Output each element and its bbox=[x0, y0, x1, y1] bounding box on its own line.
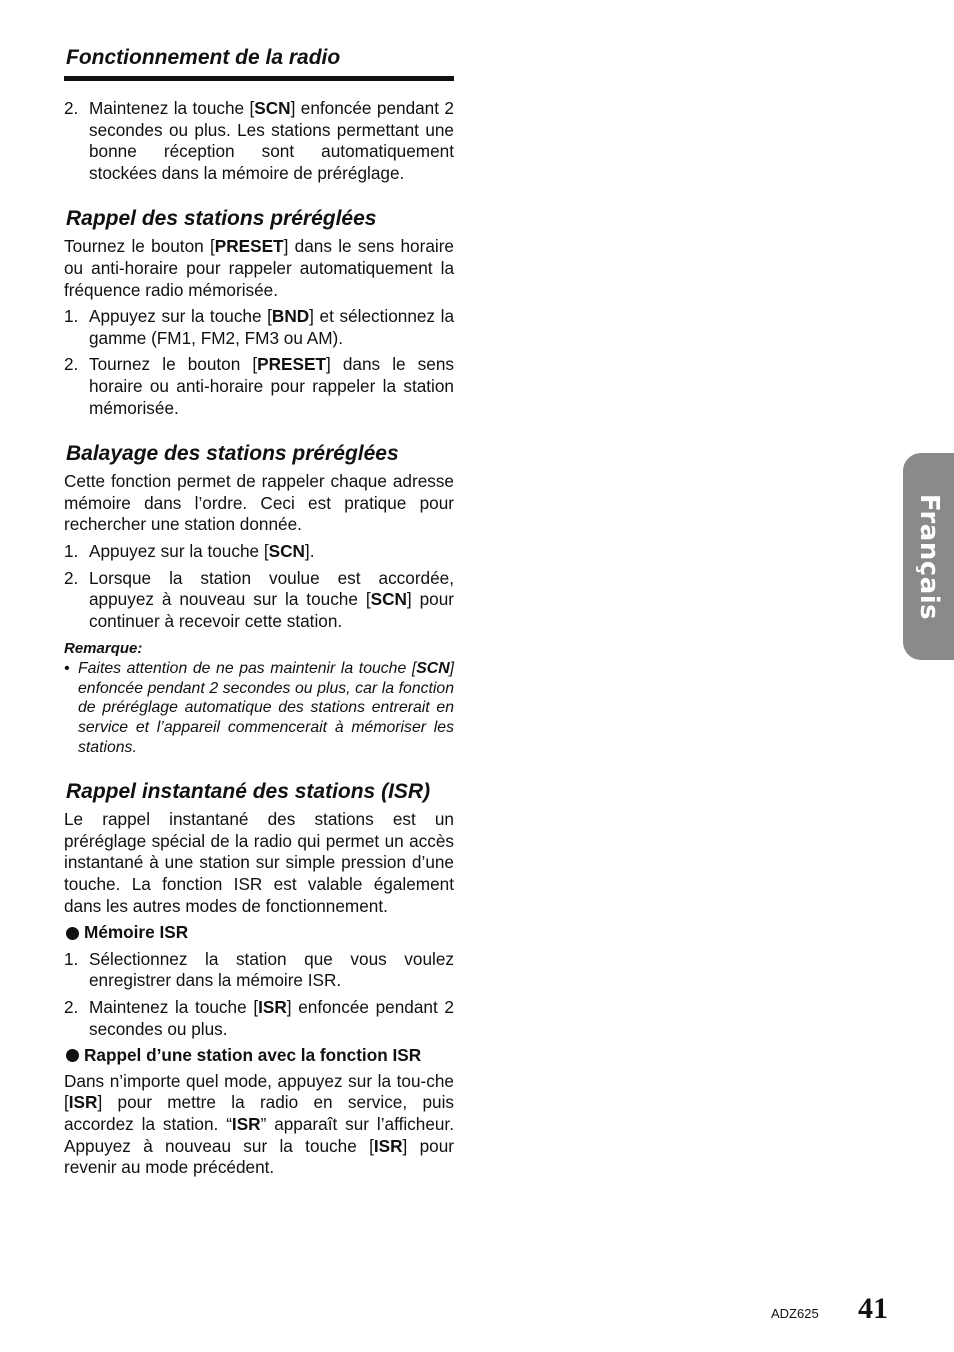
isr-memory-title: Mémoire ISR bbox=[64, 922, 454, 944]
note-text: Faites attention de ne pas maintenir la touche [SCN] enfoncée pendant 2 secondes ou plus, car la fonction de préréglage automatique des stations entrerait en service et l’appareil commencerait à mémoriser les stations. bbox=[78, 660, 454, 756]
step-text: Sélectionnez la station que vous voulez enregistrer dans la mémoire ISR. bbox=[89, 948, 454, 991]
key-name: SCN bbox=[370, 589, 407, 610]
language-tab bbox=[903, 453, 954, 660]
step-number: 1. bbox=[64, 306, 79, 327]
preset-scan-step-1 bbox=[64, 541, 454, 563]
isr-intro: Le rappel instantané des stations est un préréglage spécial de la radio qui permet un accès instantané à une station sur simple pression d’une touche. La fonction ISR est valable également dans les autres modes de fonctionnement. bbox=[64, 809, 454, 916]
step-text: Tournez le bouton [PRESET] dans le sens horaire ou anti-horaire pour rappeler la station mémorisée. bbox=[89, 354, 454, 418]
note bbox=[64, 659, 454, 757]
step-number: 1. bbox=[64, 948, 79, 969]
preset-scan-step-2 bbox=[64, 568, 454, 633]
key-name: ISR bbox=[373, 1135, 403, 1156]
step-text: Appuyez sur la touche [BND] et sélectionnez la gamme (FM1, FM2, FM3 ou AM). bbox=[89, 306, 455, 348]
step-number: 2. bbox=[64, 567, 79, 588]
key-name: PRESET bbox=[214, 236, 284, 257]
isr-recall-text: Dans n’importe quel mode, appuyez sur la tou-che [ISR] pour mettre la radio en service, puis accordez la station. “ISR” apparaît sur l’afficheur. Appuyez à nouveau sur la touche [ISR] pour revenir au mode précédent. bbox=[64, 1070, 454, 1178]
text-column bbox=[64, 44, 454, 1179]
key-name: ISR bbox=[258, 997, 287, 1017]
step-number: 2. bbox=[64, 997, 79, 1017]
heading-preset-recall: Rappel des stations préréglées bbox=[66, 207, 377, 231]
preset-recall-intro: Tournez le bouton [PRESET] dans le sens horaire ou anti-horaire pour rappeler automatiquement la fréquence radio mémorisée. bbox=[64, 236, 454, 300]
step-text: Lorsque la station voulue est accordée, appuyez à nouveau sur la touche [SCN] pour continuer à recevoir cette station. bbox=[89, 567, 454, 631]
isr-memory-step-1 bbox=[64, 949, 454, 992]
key-name: SCN bbox=[254, 98, 291, 118]
language-tab-label: Français bbox=[913, 493, 944, 620]
key-name: SCN bbox=[268, 540, 305, 561]
key-name: SCN bbox=[416, 660, 450, 678]
model-number: ADZ625 bbox=[771, 1306, 819, 1321]
key-name: BND bbox=[271, 306, 310, 327]
preset-recall-step-2 bbox=[64, 354, 454, 419]
step-number: 1. bbox=[64, 540, 79, 561]
preset-recall-step-1 bbox=[64, 306, 454, 349]
step-text: Maintenez la touche [SCN] enfoncée pendant 2 secondes ou plus. Les stations permettant une bonne réception sont automatiquement stockées dans la mémoire de préréglage. bbox=[89, 98, 454, 183]
key-name: ISR bbox=[231, 1113, 261, 1134]
note-title: Remarque: bbox=[64, 640, 143, 658]
key-name: PRESET bbox=[257, 354, 326, 375]
section-title: Fonctionnement de la radio bbox=[64, 44, 454, 81]
bullet-dot-icon bbox=[66, 927, 79, 940]
bullet-dot-icon bbox=[66, 1049, 79, 1062]
heading-isr: Rappel instantané des stations (ISR) bbox=[66, 780, 431, 804]
step-text: Maintenez la touche [ISR] enfoncée pendant 2 secondes ou plus. bbox=[89, 997, 454, 1039]
isr-recall-title: Rappel d’une station avec la fonction ISR bbox=[64, 1045, 454, 1067]
step-text: Appuyez sur la touche [SCN]. bbox=[89, 540, 315, 561]
step-number: 2. bbox=[64, 98, 79, 118]
heading-preset-scan: Balayage des stations préréglées bbox=[66, 442, 399, 466]
key-name: ISR bbox=[68, 1092, 98, 1113]
intro-step bbox=[64, 98, 454, 184]
step-number: 2. bbox=[64, 354, 79, 375]
bullet: • bbox=[64, 660, 70, 678]
isr-memory-step-2 bbox=[64, 997, 454, 1040]
preset-scan-intro: Cette fonction permet de rappeler chaque adresse mémoire dans l’ordre. Ceci est pratique pour rechercher une station donnée. bbox=[64, 471, 454, 535]
page-number: 41 bbox=[858, 1292, 888, 1325]
